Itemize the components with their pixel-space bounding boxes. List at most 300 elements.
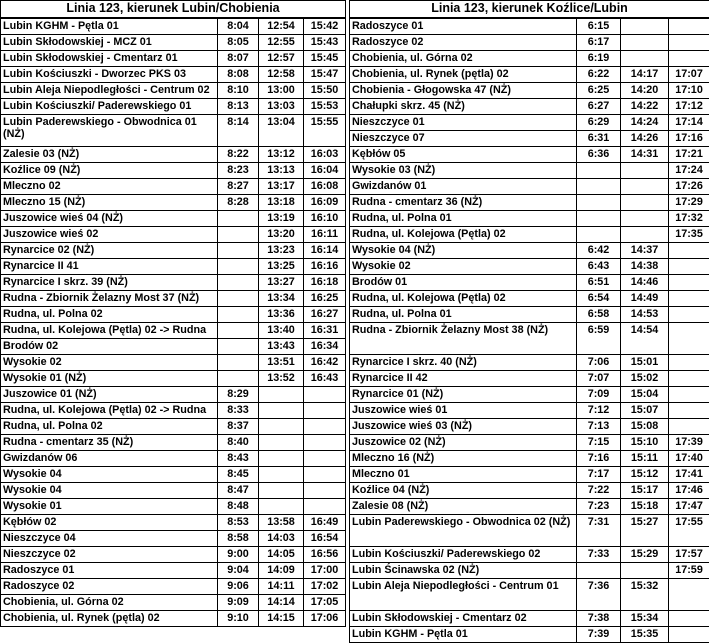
departure-time: 17:57	[669, 547, 709, 563]
stop-name: Lubin Kościuszki/ Paderewskiego 02	[350, 547, 577, 563]
departure-time: 13:43	[259, 339, 304, 355]
timetable-row	[350, 355, 709, 371]
departure-time	[621, 18, 669, 35]
departure-time: 6:54	[577, 291, 621, 307]
stop-name: Lubin KGHM - Pętla 01	[1, 18, 218, 35]
departure-time: 15:53	[304, 99, 346, 115]
departure-time	[669, 323, 709, 355]
departure-time	[218, 339, 259, 355]
timetable-lubin-chobienia	[0, 0, 346, 627]
departure-time	[621, 35, 669, 51]
departure-time: 7:09	[577, 387, 621, 403]
departure-time	[218, 275, 259, 291]
timetable-row	[1, 83, 346, 99]
stop-name: Juszowice 01 (NŻ)	[1, 387, 218, 403]
timetable-row	[350, 51, 709, 67]
departure-time: 12:54	[259, 18, 304, 35]
departure-time: 13:17	[259, 179, 304, 195]
timetable-row	[1, 371, 346, 387]
departure-time: 6:17	[577, 35, 621, 51]
stop-name: Chobienia, ul. Rynek (pętla) 02	[1, 611, 218, 627]
departure-time: 6:36	[577, 147, 621, 163]
stop-name: Chobienia, ul. Górna 02	[350, 51, 577, 67]
departure-time: 7:31	[577, 515, 621, 547]
timetable-row	[1, 179, 346, 195]
timetable-row	[350, 18, 709, 35]
stop-name: Nieszczyce 04	[1, 531, 218, 547]
departure-time: 8:33	[218, 403, 259, 419]
departure-time: 15:55	[304, 115, 346, 147]
stop-name: Rudna, ul. Polna 01	[350, 307, 577, 323]
departure-time: 7:17	[577, 467, 621, 483]
departure-time: 15:29	[621, 547, 669, 563]
stop-name: Mleczno 02	[1, 179, 218, 195]
stop-name: Juszowice wieś 04 (NŻ)	[1, 211, 218, 227]
departure-time	[259, 387, 304, 403]
stop-name: Chałupki skrz. 45 (NŻ)	[350, 99, 577, 115]
departure-time: 8:14	[218, 115, 259, 147]
timetable-row	[1, 211, 346, 227]
departure-time: 9:06	[218, 579, 259, 595]
departure-time: 14:37	[621, 243, 669, 259]
stop-name: Rudna, ul. Kolejowa (Pętla) 02 -> Rudna	[1, 403, 218, 419]
departure-time: 13:27	[259, 275, 304, 291]
departure-time: 6:22	[577, 67, 621, 83]
timetable-row	[350, 403, 709, 419]
stop-name: Lubin Paderewskiego - Obwodnica 02 (NŻ)	[350, 515, 577, 547]
departure-time: 8:29	[218, 387, 259, 403]
departure-time	[669, 371, 709, 387]
timetable-row	[350, 275, 709, 291]
departure-time: 15:10	[621, 435, 669, 451]
departure-time: 6:42	[577, 243, 621, 259]
departure-time	[621, 51, 669, 67]
departure-time: 17:46	[669, 483, 709, 499]
departure-time: 16:25	[304, 291, 346, 307]
departure-time: 7:06	[577, 355, 621, 371]
timetable-row	[350, 371, 709, 387]
stop-name: Juszowice wieś 01	[350, 403, 577, 419]
departure-time: 16:14	[304, 243, 346, 259]
stop-name: Lubin Kościuszki/ Paderewskiego 01	[1, 99, 218, 115]
timetable-row	[350, 387, 709, 403]
departure-time: 17:39	[669, 435, 709, 451]
departure-time: 13:25	[259, 259, 304, 275]
stop-name: Rynarcice 01 (NŻ)	[350, 387, 577, 403]
departure-time: 15:50	[304, 83, 346, 99]
departure-time: 7:38	[577, 611, 621, 627]
departure-time: 8:48	[218, 499, 259, 515]
timetable-row	[1, 307, 346, 323]
departure-time: 6:19	[577, 51, 621, 67]
stop-name: Gwizdanów 06	[1, 451, 218, 467]
departure-time: 16:31	[304, 323, 346, 339]
departure-time: 12:57	[259, 51, 304, 67]
departure-time	[304, 403, 346, 419]
timetable-row	[1, 403, 346, 419]
departure-time: 7:12	[577, 403, 621, 419]
stop-name: Rudna, ul. Polna 01	[350, 211, 577, 227]
departure-time: 12:55	[259, 35, 304, 51]
departure-time	[669, 35, 709, 51]
departure-time	[669, 18, 709, 35]
timetable-row	[350, 435, 709, 451]
departure-time: 17:32	[669, 211, 709, 227]
departure-time	[259, 419, 304, 435]
departure-time	[577, 195, 621, 211]
departure-time: 17:40	[669, 451, 709, 467]
timetable-row	[1, 147, 346, 163]
timetable-row	[350, 83, 709, 99]
departure-time: 13:51	[259, 355, 304, 371]
departure-time	[577, 227, 621, 243]
departure-time: 7:36	[577, 579, 621, 611]
departure-time: 15:07	[621, 403, 669, 419]
departure-time	[669, 243, 709, 259]
departure-time	[218, 259, 259, 275]
departure-time: 7:07	[577, 371, 621, 387]
departure-time	[621, 179, 669, 195]
departure-time: 17:35	[669, 227, 709, 243]
stop-name: Wysokie 02	[350, 259, 577, 275]
departure-time: 17:06	[304, 611, 346, 627]
departure-time	[669, 403, 709, 419]
stop-name: Brodów 02	[1, 339, 218, 355]
departure-time: 15:18	[621, 499, 669, 515]
timetable-row	[350, 67, 709, 83]
timetable-title: Linia 123, kierunek Koźlice/Lubin	[350, 1, 709, 19]
timetable-row	[1, 419, 346, 435]
stop-name: Rynarcice II 41	[1, 259, 218, 275]
timetable-row	[350, 147, 709, 163]
departure-time: 14:11	[259, 579, 304, 595]
departure-time	[577, 211, 621, 227]
departure-time: 7:33	[577, 547, 621, 563]
departure-time: 8:04	[218, 18, 259, 35]
departure-time: 16:49	[304, 515, 346, 531]
departure-time: 8:05	[218, 35, 259, 51]
stop-name: Juszowice wieś 02	[1, 227, 218, 243]
departure-time: 17:02	[304, 579, 346, 595]
stop-name: Wysokie 02	[1, 355, 218, 371]
timetable-kozlice-lubin	[349, 0, 709, 643]
stop-name: Nieszczyce 07	[350, 131, 577, 147]
stop-name: Juszowice wieś 03 (NŻ)	[350, 419, 577, 435]
departure-time: 8:08	[218, 67, 259, 83]
departure-time	[304, 483, 346, 499]
timetable-row	[1, 18, 346, 35]
stop-name: Zalesie 08 (NŻ)	[350, 499, 577, 515]
stop-name: Wysokie 04 (NŻ)	[350, 243, 577, 259]
departure-time	[218, 211, 259, 227]
departure-time	[304, 435, 346, 451]
departure-time	[304, 419, 346, 435]
departure-time: 15:45	[304, 51, 346, 67]
departure-time: 9:00	[218, 547, 259, 563]
departure-time: 13:52	[259, 371, 304, 387]
timetable-row	[350, 179, 709, 195]
timetable-row	[350, 499, 709, 515]
departure-time	[669, 387, 709, 403]
timetable-row	[1, 243, 346, 259]
departure-time: 15:04	[621, 387, 669, 403]
departure-time	[669, 627, 709, 643]
departure-time	[621, 163, 669, 179]
departure-time	[259, 499, 304, 515]
departure-time: 17:21	[669, 147, 709, 163]
departure-time: 6:51	[577, 275, 621, 291]
timetable-row	[350, 627, 709, 643]
stop-name: Brodów 01	[350, 275, 577, 291]
departure-time: 7:23	[577, 499, 621, 515]
departure-time: 15:08	[621, 419, 669, 435]
timetable-row	[1, 451, 346, 467]
timetable-row	[1, 579, 346, 595]
stop-name: Gwizdanów 01	[350, 179, 577, 195]
timetable-row	[350, 163, 709, 179]
timetable-row	[350, 483, 709, 499]
departure-time: 13:03	[259, 99, 304, 115]
departure-time: 15:34	[621, 611, 669, 627]
departure-time	[259, 483, 304, 499]
stop-name: Chobienia, ul. Rynek (pętla) 02	[350, 67, 577, 83]
stop-name: Lubin Skłodowskiej - MCZ 01	[1, 35, 218, 51]
departure-time: 15:32	[621, 579, 669, 611]
timetable-row	[1, 115, 346, 147]
stop-name: Mleczno 16 (NŻ)	[350, 451, 577, 467]
timetable-row	[1, 531, 346, 547]
stop-name: Wysokie 01	[1, 499, 218, 515]
stop-name: Lubin Aleja Niepodległości - Centrum 02	[1, 83, 218, 99]
departure-time: 6:58	[577, 307, 621, 323]
timetable-row	[350, 195, 709, 211]
stop-name: Kębłów 05	[350, 147, 577, 163]
departure-time: 6:25	[577, 83, 621, 99]
departure-time	[304, 499, 346, 515]
departure-time	[218, 291, 259, 307]
departure-time: 17:29	[669, 195, 709, 211]
departure-time: 16:09	[304, 195, 346, 211]
departure-time: 16:08	[304, 179, 346, 195]
departure-time: 6:29	[577, 115, 621, 131]
departure-time: 13:00	[259, 83, 304, 99]
stop-name: Chobienia, ul. Górna 02	[1, 595, 218, 611]
stop-name: Lubin KGHM - Pętla 01	[350, 627, 577, 643]
stop-name: Koźlice 09 (NŻ)	[1, 163, 218, 179]
timetable-row	[1, 387, 346, 403]
stop-name: Rynarcice I skrz. 40 (NŻ)	[350, 355, 577, 371]
timetable-row	[1, 515, 346, 531]
departure-time: 9:09	[218, 595, 259, 611]
departure-time: 6:59	[577, 323, 621, 355]
departure-time: 16:42	[304, 355, 346, 371]
stop-name: Radoszyce 01	[1, 563, 218, 579]
departure-time	[218, 323, 259, 339]
departure-time	[218, 307, 259, 323]
departure-time	[669, 275, 709, 291]
timetable-row	[1, 35, 346, 51]
departure-time	[304, 451, 346, 467]
departure-time: 15:27	[621, 515, 669, 547]
timetable-row	[1, 291, 346, 307]
departure-time: 17:24	[669, 163, 709, 179]
departure-time: 6:27	[577, 99, 621, 115]
departure-time: 13:23	[259, 243, 304, 259]
departure-time: 8:43	[218, 451, 259, 467]
departure-time: 14:09	[259, 563, 304, 579]
departure-time: 13:12	[259, 147, 304, 163]
departure-time: 16:03	[304, 147, 346, 163]
departure-time: 17:55	[669, 515, 709, 547]
departure-time: 8:47	[218, 483, 259, 499]
departure-time: 14:53	[621, 307, 669, 323]
departure-time: 14:22	[621, 99, 669, 115]
stop-name: Rudna, ul. Kolejowa (Pętla) 02	[350, 227, 577, 243]
departure-time	[218, 371, 259, 387]
departure-time: 8:37	[218, 419, 259, 435]
departure-time: 14:15	[259, 611, 304, 627]
timetable-row	[350, 451, 709, 467]
departure-time: 16:43	[304, 371, 346, 387]
timetable-row	[350, 307, 709, 323]
departure-time	[577, 563, 621, 579]
departure-time	[259, 435, 304, 451]
departure-time: 17:59	[669, 563, 709, 579]
departure-time: 14:20	[621, 83, 669, 99]
stop-name: Nieszczyce 02	[1, 547, 218, 563]
stop-name: Rynarcice I skrz. 39 (NŻ)	[1, 275, 218, 291]
stop-name: Rudna, ul. Kolejowa (Pętla) 02 -> Rudna	[1, 323, 218, 339]
departure-time: 14:26	[621, 131, 669, 147]
stop-name: Wysokie 01 (NŻ)	[1, 371, 218, 387]
departure-time: 16:10	[304, 211, 346, 227]
stop-name: Wysokie 04	[1, 483, 218, 499]
departure-time: 14:49	[621, 291, 669, 307]
departure-time: 13:58	[259, 515, 304, 531]
departure-time	[669, 419, 709, 435]
timetable-row	[1, 227, 346, 243]
departure-time: 15:02	[621, 371, 669, 387]
departure-time: 14:24	[621, 115, 669, 131]
departure-time: 16:56	[304, 547, 346, 563]
timetable-row	[1, 323, 346, 339]
stop-name: Lubin Ścinawska 02 (NŻ)	[350, 563, 577, 579]
stop-name: Rudna, ul. Kolejowa (Pętla) 02	[350, 291, 577, 307]
departure-time: 7:22	[577, 483, 621, 499]
departure-time: 9:04	[218, 563, 259, 579]
departure-time: 16:18	[304, 275, 346, 291]
departure-time: 6:43	[577, 259, 621, 275]
timetable-row	[350, 467, 709, 483]
departure-time: 7:15	[577, 435, 621, 451]
timetable-row	[1, 483, 346, 499]
stop-name: Rynarcice II 42	[350, 371, 577, 387]
departure-time	[577, 179, 621, 195]
timetable-row	[1, 547, 346, 563]
timetable-row	[350, 323, 709, 355]
departure-time: 8:45	[218, 467, 259, 483]
departure-time	[577, 163, 621, 179]
timetable-row	[350, 579, 709, 611]
departure-time: 8:27	[218, 179, 259, 195]
timetable-row	[1, 67, 346, 83]
stop-name: Radoszyce 02	[350, 35, 577, 51]
timetable-row	[350, 35, 709, 51]
departure-time: 14:03	[259, 531, 304, 547]
departure-time: 16:54	[304, 531, 346, 547]
departure-time: 13:04	[259, 115, 304, 147]
timetable-row	[1, 195, 346, 211]
timetable-row	[350, 115, 709, 131]
timetable-row	[1, 163, 346, 179]
timetable-row	[1, 563, 346, 579]
departure-time: 17:47	[669, 499, 709, 515]
departure-time	[218, 243, 259, 259]
departure-time: 14:31	[621, 147, 669, 163]
timetable-row	[350, 547, 709, 563]
departure-time	[259, 403, 304, 419]
stop-name: Rudna, ul. Polna 02	[1, 419, 218, 435]
stop-name: Rudna - Zbiornik Żelazny Most 38 (NŻ)	[350, 323, 577, 355]
departure-time: 17:41	[669, 467, 709, 483]
stop-name: Rynarcice 02 (NŻ)	[1, 243, 218, 259]
departure-time: 12:58	[259, 67, 304, 83]
departure-time: 13:19	[259, 211, 304, 227]
timetable-row	[350, 227, 709, 243]
departure-time: 8:22	[218, 147, 259, 163]
departure-time: 7:13	[577, 419, 621, 435]
departure-time	[669, 291, 709, 307]
departure-time: 17:07	[669, 67, 709, 83]
departure-time	[218, 355, 259, 371]
departure-time: 14:46	[621, 275, 669, 291]
timetable-row	[350, 515, 709, 547]
departure-time: 16:34	[304, 339, 346, 355]
departure-time: 13:18	[259, 195, 304, 211]
departure-time: 8:13	[218, 99, 259, 115]
departure-time: 8:23	[218, 163, 259, 179]
departure-time: 8:53	[218, 515, 259, 531]
timetable-row	[350, 243, 709, 259]
stop-name: Rudna - cmentarz 35 (NŻ)	[1, 435, 218, 451]
stop-name: Rudna - Zbiornik Żelazny Most 37 (NŻ)	[1, 291, 218, 307]
timetable-title: Linia 123, kierunek Lubin/Chobienia	[1, 1, 346, 19]
stop-name: Juszowice 02 (NŻ)	[350, 435, 577, 451]
departure-time: 16:16	[304, 259, 346, 275]
timetable-row	[350, 419, 709, 435]
departure-time: 16:27	[304, 307, 346, 323]
stop-name: Kębłów 02	[1, 515, 218, 531]
departure-time: 16:04	[304, 163, 346, 179]
departure-time: 17:00	[304, 563, 346, 579]
timetable-row	[1, 355, 346, 371]
departure-time: 14:54	[621, 323, 669, 355]
stop-name: Rudna, ul. Polna 02	[1, 307, 218, 323]
stop-name: Wysokie 03 (NŻ)	[350, 163, 577, 179]
stop-name: Mleczno 15 (NŻ)	[1, 195, 218, 211]
departure-time: 17:26	[669, 179, 709, 195]
timetable-row	[350, 563, 709, 579]
stop-name: Lubin Skłodowskiej - Cmentarz 01	[1, 51, 218, 67]
stop-name: Radoszyce 01	[350, 18, 577, 35]
departure-time	[669, 259, 709, 275]
departure-time: 7:39	[577, 627, 621, 643]
stop-name: Lubin Kościuszki - Dworzec PKS 03	[1, 67, 218, 83]
departure-time	[669, 51, 709, 67]
timetable-row	[350, 611, 709, 627]
timetable-row	[1, 499, 346, 515]
timetable-row	[350, 211, 709, 227]
